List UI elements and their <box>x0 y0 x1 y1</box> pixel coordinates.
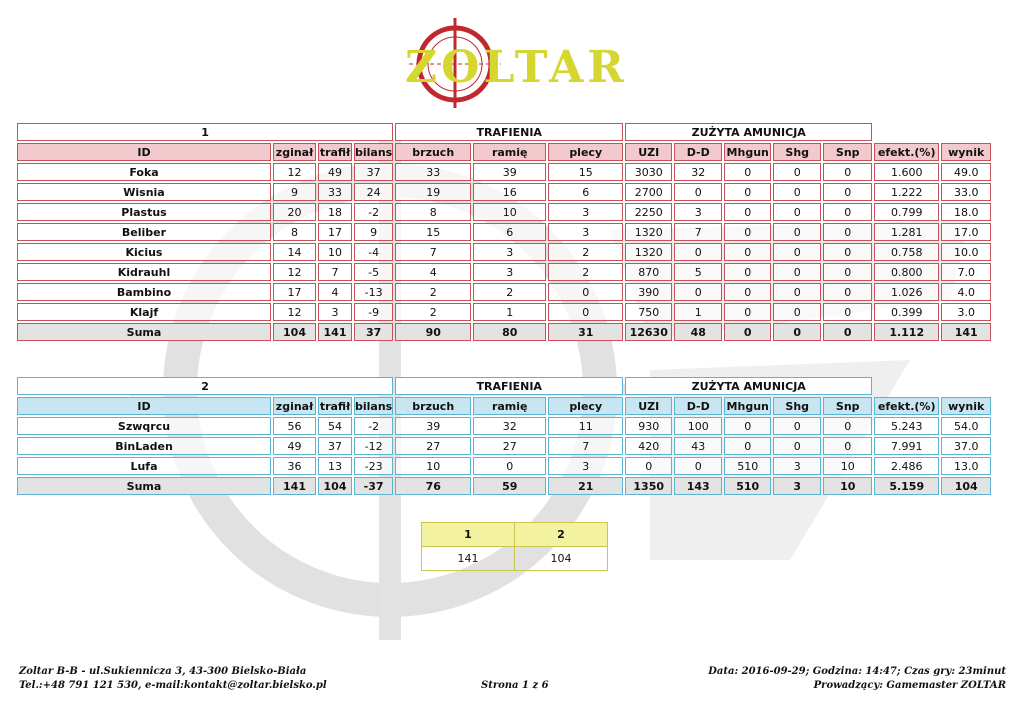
stat-cell: 17 <box>273 283 316 301</box>
score-header-team2: 2 <box>515 523 608 547</box>
sum-cell: 12630 <box>625 323 672 341</box>
column-header: zginał <box>273 397 316 415</box>
footer-address: Zoltar B-B - ul.Sukiennicza 3, 43-300 Bielsko-Biała <box>19 666 307 677</box>
column-header: Mhgun <box>724 143 771 161</box>
stat-cell: 3 <box>674 203 722 221</box>
stat-cell: 39 <box>473 163 546 181</box>
score-header-team1: 1 <box>422 523 515 547</box>
hits-group-header: TRAFIENIA <box>395 377 623 395</box>
stat-cell: 49.0 <box>941 163 991 181</box>
stat-cell: 2 <box>473 283 546 301</box>
player-name: Foka <box>17 163 271 181</box>
stat-cell: 0 <box>625 457 672 475</box>
stat-cell: 49 <box>273 437 316 455</box>
column-header: Snp <box>823 397 872 415</box>
player-row <box>17 163 991 181</box>
stat-cell: 14 <box>273 243 316 261</box>
sum-cell: 90 <box>395 323 471 341</box>
stat-cell: 0 <box>674 183 722 201</box>
player-name: BinLaden <box>17 437 271 455</box>
stat-cell: 27 <box>473 437 546 455</box>
column-header: Shg <box>773 143 821 161</box>
stat-cell: -9 <box>354 303 393 321</box>
team1-table <box>15 121 993 343</box>
stat-cell: 32 <box>473 417 546 435</box>
column-header: UZI <box>625 143 672 161</box>
column-header: trafił <box>318 397 352 415</box>
column-header: bilans <box>354 143 393 161</box>
team1-body <box>17 163 991 341</box>
stat-cell: 7 <box>395 243 471 261</box>
column-header: plecy <box>548 397 623 415</box>
sum-cell: 104 <box>941 477 991 495</box>
stat-cell: 0 <box>823 223 872 241</box>
player-row <box>17 283 991 301</box>
stat-cell: 0 <box>773 243 821 261</box>
stat-cell: 13.0 <box>941 457 991 475</box>
stat-cell: 4 <box>318 283 352 301</box>
hits-group-header: TRAFIENIA <box>395 123 623 141</box>
sum-label: Suma <box>17 323 271 341</box>
stat-cell: 0 <box>823 183 872 201</box>
stat-cell: 870 <box>625 263 672 281</box>
player-row <box>17 457 991 475</box>
player-row <box>17 263 991 281</box>
stat-cell: 3 <box>548 457 623 475</box>
stat-cell: 7 <box>548 437 623 455</box>
column-header: UZI <box>625 397 672 415</box>
stat-cell: 56 <box>273 417 316 435</box>
stat-cell: 0 <box>773 263 821 281</box>
stat-cell: 0.800 <box>874 263 939 281</box>
stat-cell: 27 <box>395 437 471 455</box>
stat-cell: -5 <box>354 263 393 281</box>
stat-cell: 510 <box>724 457 771 475</box>
stat-cell: 11 <box>548 417 623 435</box>
stat-cell: 1320 <box>625 223 672 241</box>
stat-cell: 0 <box>724 163 771 181</box>
sum-cell: 3 <box>773 477 821 495</box>
stat-cell: -12 <box>354 437 393 455</box>
stat-cell: 0 <box>473 457 546 475</box>
column-header: efekt.(%) <box>874 143 939 161</box>
stat-cell: 930 <box>625 417 672 435</box>
stat-cell: 1 <box>674 303 722 321</box>
sum-cell: 510 <box>724 477 771 495</box>
team1-label: 1 <box>17 123 393 141</box>
stat-cell: -13 <box>354 283 393 301</box>
sum-cell: 104 <box>318 477 352 495</box>
stat-cell: 18.0 <box>941 203 991 221</box>
stat-cell: -2 <box>354 203 393 221</box>
player-name: Plastus <box>17 203 271 221</box>
score-value-team2: 104 <box>515 547 608 571</box>
stat-cell: 0 <box>773 223 821 241</box>
sum-label: Suma <box>17 477 271 495</box>
stat-cell: 4.0 <box>941 283 991 301</box>
stat-cell: 0.399 <box>874 303 939 321</box>
player-name: Wisnia <box>17 183 271 201</box>
column-header: D-D <box>674 143 722 161</box>
sum-cell: 31 <box>548 323 623 341</box>
stat-cell: 0 <box>724 263 771 281</box>
sum-cell: 1.112 <box>874 323 939 341</box>
stat-cell: 2 <box>548 263 623 281</box>
stat-cell: 24 <box>354 183 393 201</box>
stat-cell: 15 <box>548 163 623 181</box>
stat-cell: 3 <box>773 457 821 475</box>
stat-cell: 3 <box>548 203 623 221</box>
score-table <box>421 522 608 571</box>
stat-cell: 10 <box>473 203 546 221</box>
stat-cell: 9 <box>354 223 393 241</box>
stat-cell: 33 <box>318 183 352 201</box>
stat-cell: 2250 <box>625 203 672 221</box>
stat-cell: 0 <box>823 303 872 321</box>
stat-cell: 20 <box>273 203 316 221</box>
stat-cell: 0 <box>823 243 872 261</box>
stat-cell: 7 <box>674 223 722 241</box>
stat-cell: 10 <box>318 243 352 261</box>
column-header: brzuch <box>395 397 471 415</box>
sum-cell: 1350 <box>625 477 672 495</box>
stat-cell: 43 <box>674 437 722 455</box>
player-name: Lufa <box>17 457 271 475</box>
stat-cell: 10.0 <box>941 243 991 261</box>
stat-cell: 5 <box>674 263 722 281</box>
stat-cell: 0 <box>674 243 722 261</box>
stat-cell: 3030 <box>625 163 672 181</box>
stat-cell: 1320 <box>625 243 672 261</box>
column-header: ramię <box>473 397 546 415</box>
stat-cell: 10 <box>823 457 872 475</box>
stat-cell: 2700 <box>625 183 672 201</box>
team2-header-row <box>17 397 991 415</box>
logo-text: ZOLTAR <box>405 42 628 93</box>
stat-cell: 0 <box>773 417 821 435</box>
score-value-team1: 141 <box>422 547 515 571</box>
ammo-group-header: ZUŻYTA AMUNICJA <box>625 123 872 141</box>
column-header: ID <box>17 397 271 415</box>
stat-cell: 3 <box>473 263 546 281</box>
stat-cell: 0 <box>823 417 872 435</box>
stat-cell: 6 <box>548 183 623 201</box>
column-header: D-D <box>674 397 722 415</box>
stat-cell: 0 <box>548 283 623 301</box>
stat-cell: 1.281 <box>874 223 939 241</box>
player-row <box>17 243 991 261</box>
team2-table <box>15 375 993 497</box>
player-row <box>17 183 991 201</box>
stat-cell: 100 <box>674 417 722 435</box>
stat-cell: 1 <box>473 303 546 321</box>
stat-cell: -2 <box>354 417 393 435</box>
player-name: Klajf <box>17 303 271 321</box>
stat-cell: 37 <box>354 163 393 181</box>
stat-cell: 13 <box>318 457 352 475</box>
stat-cell: 17.0 <box>941 223 991 241</box>
stat-cell: 0 <box>773 283 821 301</box>
column-header: wynik <box>941 397 991 415</box>
column-header: Snp <box>823 143 872 161</box>
zoltar-logo <box>395 14 627 110</box>
stat-cell: 12 <box>273 163 316 181</box>
column-header: brzuch <box>395 143 471 161</box>
team2-body <box>17 417 991 495</box>
stat-cell: 7 <box>318 263 352 281</box>
stat-cell: 3 <box>473 243 546 261</box>
stat-cell: 0 <box>674 283 722 301</box>
stat-cell: 5.243 <box>874 417 939 435</box>
score-header-row <box>422 523 608 547</box>
player-row <box>17 223 991 241</box>
team2-group-row <box>17 377 991 395</box>
player-name: Bambino <box>17 283 271 301</box>
sum-cell: 104 <box>273 323 316 341</box>
stat-cell: 0 <box>823 163 872 181</box>
stat-cell: 8 <box>273 223 316 241</box>
stat-cell: 6 <box>473 223 546 241</box>
stat-cell: 0 <box>724 203 771 221</box>
stat-cell: 37 <box>318 437 352 455</box>
stat-cell: 3 <box>548 223 623 241</box>
stat-cell: 36 <box>273 457 316 475</box>
stat-cell: 32 <box>674 163 722 181</box>
stat-cell: 9 <box>273 183 316 201</box>
player-row <box>17 203 991 221</box>
team1-header-row <box>17 143 991 161</box>
stat-cell: 1.600 <box>874 163 939 181</box>
column-header: plecy <box>548 143 623 161</box>
stat-cell: 0 <box>773 203 821 221</box>
stat-cell: 2 <box>395 303 471 321</box>
stat-cell: 0 <box>724 303 771 321</box>
stat-cell: 0 <box>724 417 771 435</box>
column-header: Shg <box>773 397 821 415</box>
ammo-group-header: ZUŻYTA AMUNICJA <box>625 377 872 395</box>
player-row <box>17 437 991 455</box>
sum-cell: 141 <box>318 323 352 341</box>
stat-cell: 18 <box>318 203 352 221</box>
player-row <box>17 303 991 321</box>
stat-cell: 54.0 <box>941 417 991 435</box>
stat-cell: 7.0 <box>941 263 991 281</box>
sum-cell: 141 <box>273 477 316 495</box>
stat-cell: 750 <box>625 303 672 321</box>
sum-cell: 143 <box>674 477 722 495</box>
footer-gamemaster: Prowadzący: Gamemaster ZOLTAR <box>813 680 1006 691</box>
footer-date-info: Data: 2016-09-29; Godzina: 14:47; Czas gry: 23minut <box>708 666 1006 677</box>
sum-cell: 141 <box>941 323 991 341</box>
team2-label: 2 <box>17 377 393 395</box>
stat-cell: 0 <box>674 457 722 475</box>
footer-contact: Tel.:+48 791 121 530, e-mail:kontakt@zoltar.bielsko.pl <box>19 680 327 691</box>
stat-cell: 49 <box>318 163 352 181</box>
sum-cell: 59 <box>473 477 546 495</box>
sum-cell: 5.159 <box>874 477 939 495</box>
column-header: Mhgun <box>724 397 771 415</box>
stat-cell: 0 <box>823 203 872 221</box>
sum-row <box>17 477 991 495</box>
sum-cell: 21 <box>548 477 623 495</box>
column-header: ramię <box>473 143 546 161</box>
stat-cell: 0 <box>823 437 872 455</box>
player-name: Szwqrcu <box>17 417 271 435</box>
stat-cell: 0 <box>724 283 771 301</box>
sum-cell: -37 <box>354 477 393 495</box>
stat-cell: 17 <box>318 223 352 241</box>
sum-cell: 48 <box>674 323 722 341</box>
sum-cell: 0 <box>773 323 821 341</box>
column-header: trafił <box>318 143 352 161</box>
player-name: Kidrauhl <box>17 263 271 281</box>
stat-cell: 16 <box>473 183 546 201</box>
team1-group-row <box>17 123 991 141</box>
stat-cell: 420 <box>625 437 672 455</box>
stat-cell: 12 <box>273 303 316 321</box>
stat-cell: 33 <box>395 163 471 181</box>
stat-cell: 0 <box>724 243 771 261</box>
stat-cell: 0.799 <box>874 203 939 221</box>
group-spacer <box>874 123 991 141</box>
stat-cell: -23 <box>354 457 393 475</box>
stat-cell: 1.026 <box>874 283 939 301</box>
sum-row <box>17 323 991 341</box>
stat-cell: 0 <box>823 283 872 301</box>
stat-cell: 37.0 <box>941 437 991 455</box>
stat-cell: 0 <box>773 163 821 181</box>
stat-cell: 0 <box>773 303 821 321</box>
stat-cell: 39 <box>395 417 471 435</box>
stat-cell: 33.0 <box>941 183 991 201</box>
stat-cell: 390 <box>625 283 672 301</box>
column-header: wynik <box>941 143 991 161</box>
player-row <box>17 417 991 435</box>
sum-cell: 76 <box>395 477 471 495</box>
stat-cell: -4 <box>354 243 393 261</box>
column-header: ID <box>17 143 271 161</box>
stat-cell: 0 <box>724 223 771 241</box>
stat-cell: 3 <box>318 303 352 321</box>
column-header: efekt.(%) <box>874 397 939 415</box>
column-header: zginał <box>273 143 316 161</box>
column-header: bilans <box>354 397 393 415</box>
stat-cell: 0 <box>823 263 872 281</box>
footer-page-number: Strona 1 z 6 <box>481 680 549 691</box>
sum-cell: 10 <box>823 477 872 495</box>
group-spacer <box>874 377 991 395</box>
stat-cell: 0.758 <box>874 243 939 261</box>
stat-cell: 12 <box>273 263 316 281</box>
player-name: Beliber <box>17 223 271 241</box>
stat-cell: 15 <box>395 223 471 241</box>
stat-cell: 1.222 <box>874 183 939 201</box>
stat-cell: 19 <box>395 183 471 201</box>
player-name: Kicius <box>17 243 271 261</box>
stat-cell: 0 <box>548 303 623 321</box>
stat-cell: 10 <box>395 457 471 475</box>
stat-cell: 4 <box>395 263 471 281</box>
stat-cell: 0 <box>773 183 821 201</box>
sum-cell: 80 <box>473 323 546 341</box>
sum-cell: 37 <box>354 323 393 341</box>
stat-cell: 3.0 <box>941 303 991 321</box>
score-value-row <box>422 547 608 571</box>
stat-cell: 0 <box>724 183 771 201</box>
stat-cell: 0 <box>724 437 771 455</box>
stat-cell: 7.991 <box>874 437 939 455</box>
stat-cell: 8 <box>395 203 471 221</box>
sum-cell: 0 <box>823 323 872 341</box>
stat-cell: 2 <box>395 283 471 301</box>
stat-cell: 2 <box>548 243 623 261</box>
sum-cell: 0 <box>724 323 771 341</box>
stat-cell: 54 <box>318 417 352 435</box>
stat-cell: 0 <box>773 437 821 455</box>
stat-cell: 2.486 <box>874 457 939 475</box>
